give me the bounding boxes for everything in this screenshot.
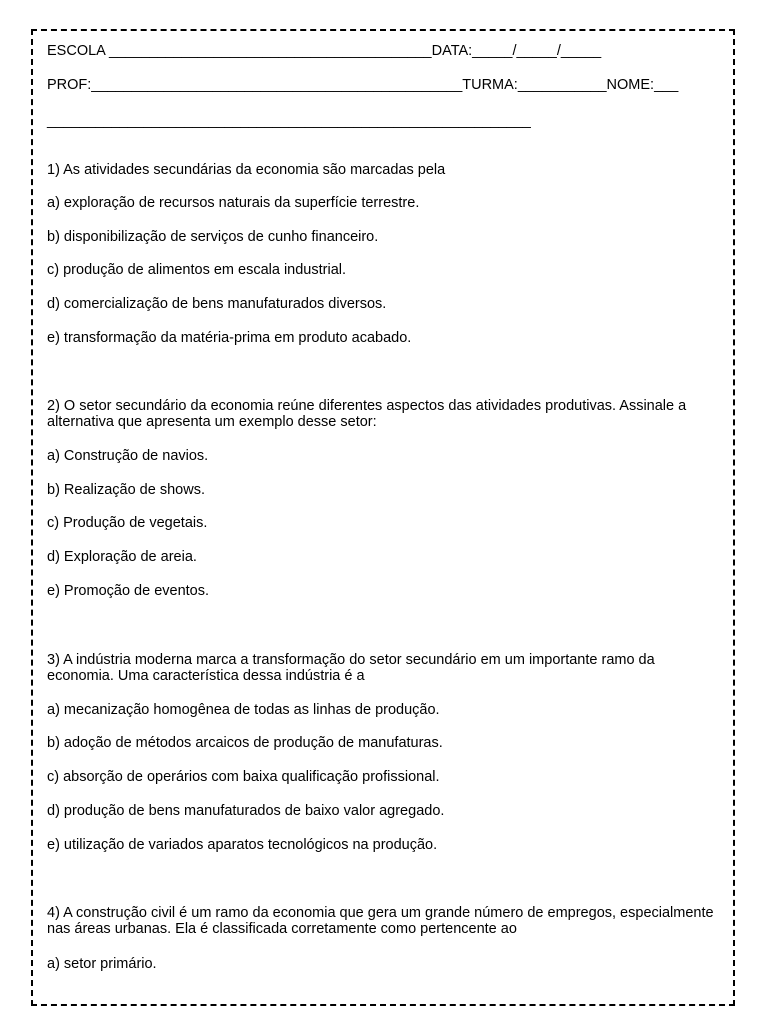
- question-1-stem: 1) As atividades secundárias da economia são marcadas pela: [47, 162, 446, 178]
- question-1-option-a: a) exploração de recursos naturais da superfície terrestre.: [47, 195, 420, 211]
- header-name-line: ____________________________________________________________: [47, 113, 531, 129]
- question-3-option-d: d) produção de bens manufaturados de baixo valor agregado.: [47, 803, 445, 819]
- question-1-option-b: b) disponibilização de serviços de cunho financeiro.: [47, 229, 379, 245]
- question-1-option-e: e) transformação da matéria-prima em produto acabado.: [47, 330, 412, 346]
- question-2-option-c: c) Produção de vegetais.: [47, 515, 208, 531]
- question-2-option-a: a) Construção de navios.: [47, 448, 209, 464]
- question-3-option-e: e) utilização de variados aparatos tecnológicos na produção.: [47, 837, 438, 853]
- question-2-stem: 2) O setor secundário da economia reúne diferentes aspectos das atividades produtivas. Assinale a alternativa que apresenta um exemplo desse setor:: [47, 398, 687, 430]
- question-2-option-d: d) Exploração de areia.: [47, 549, 197, 565]
- question-1-option-d: d) comercialização de bens manufaturados diversos.: [47, 296, 387, 312]
- question-3-option-b: b) adoção de métodos arcaicos de produção de manufaturas.: [47, 735, 443, 751]
- question-3-stem: 3) A indústria moderna marca a transformação do setor secundário em um importante ramo da economia. Uma característica dessa indústria é a: [47, 652, 655, 684]
- question-3-option-a: a) mecanização homogênea de todas as linhas de produção.: [47, 702, 440, 718]
- question-4-option-a: a) setor primário.: [47, 956, 157, 972]
- question-4-stem: 4) A construção civil é um ramo da economia que gera um grande número de empregos, especialmente nas áreas urbanas. Ela é classificada corretamente como pertencente ao: [47, 905, 714, 937]
- question-2-option-b: b) Realização de shows.: [47, 482, 205, 498]
- header-prof-turma-nome: PROF:______________________________________________TURMA:___________NOME:___: [47, 77, 679, 93]
- question-2-option-e: e) Promoção de eventos.: [47, 583, 210, 599]
- question-1-option-c: c) produção de alimentos em escala industrial.: [47, 262, 347, 278]
- header-escola-data: ESCOLA ________________________________________DATA:_____/_____/_____: [47, 43, 602, 59]
- question-3-option-c: c) absorção de operários com baixa qualificação profissional.: [47, 769, 440, 785]
